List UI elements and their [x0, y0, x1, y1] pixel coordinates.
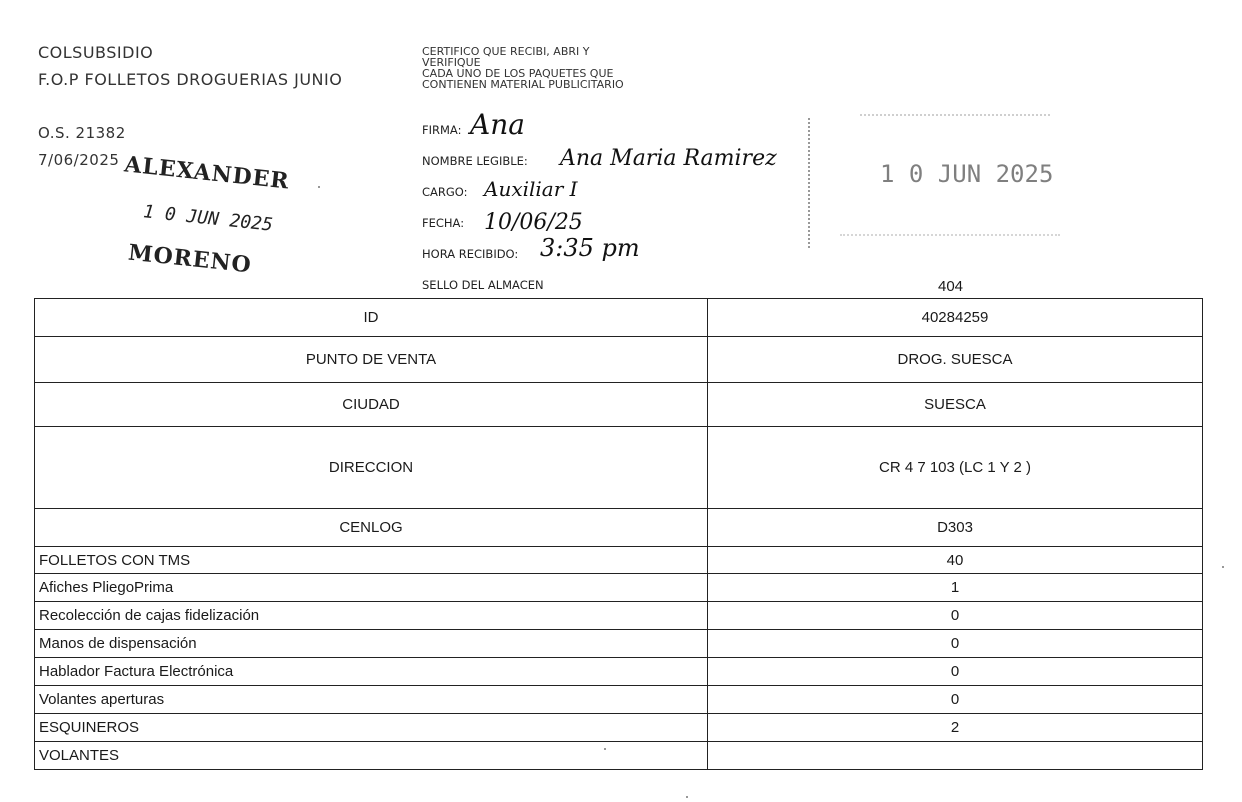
item-label: Manos de dispensación — [35, 630, 708, 658]
delivery-table — [34, 298, 1203, 770]
firma-label: FIRMA: — [422, 123, 462, 137]
table-row — [35, 574, 1203, 602]
table-row — [35, 383, 1203, 427]
row-label: PUNTO DE VENTA — [35, 337, 708, 383]
firma-signature: Ana — [470, 108, 525, 141]
document-date: 7/06/2025 — [38, 151, 120, 169]
item-label: Volantes aperturas — [35, 686, 708, 714]
row-value: CR 4 7 103 (LC 1 Y 2 ) — [708, 427, 1203, 509]
cargo-label: CARGO: — [422, 185, 468, 199]
item-value: 40 — [708, 547, 1203, 574]
item-label: Hablador Factura Electrónica — [35, 658, 708, 686]
nombre-label: NOMBRE LEGIBLE: — [422, 154, 528, 168]
table-row — [35, 714, 1203, 742]
row-value: 40284259 — [708, 299, 1203, 337]
cert-line: CERTIFICO QUE RECIBI, ABRI Y — [422, 45, 590, 58]
item-label: VOLANTES — [35, 742, 708, 770]
row-value: DROG. SUESCA — [708, 337, 1203, 383]
certification-text — [422, 46, 624, 90]
hora-value: 3:35 pm — [540, 234, 640, 262]
table-row — [35, 547, 1203, 574]
fecha-label: FECHA: — [422, 216, 465, 230]
row-label: ID — [35, 299, 708, 337]
item-value — [708, 742, 1203, 770]
item-value: 0 — [708, 686, 1203, 714]
item-label: Recolección de cajas fidelización — [35, 602, 708, 630]
stamp-name-last: MORENO — [126, 239, 253, 279]
item-value: 0 — [708, 658, 1203, 686]
campaign-title: F.O.P FOLLETOS DROGUERIAS JUNIO — [38, 70, 343, 89]
nombre-value: Ana Maria Ramirez — [560, 146, 777, 171]
scan-speck — [318, 186, 320, 188]
company-name: COLSUBSIDIO — [38, 43, 154, 62]
store-number: 404 — [938, 278, 964, 295]
cert-line: CADA UNO DE LOS PAQUETES QUE — [422, 67, 614, 80]
item-value: 0 — [708, 630, 1203, 658]
stamp-faded-logo — [840, 208, 1060, 236]
table-row — [35, 686, 1203, 714]
scan-speck — [1222, 566, 1224, 568]
stamp-faded-text — [860, 92, 1050, 116]
item-label: Afiches PliegoPrima — [35, 574, 708, 602]
item-label: FOLLETOS CON TMS — [35, 547, 708, 574]
item-value: 0 — [708, 602, 1203, 630]
table-row — [35, 299, 1203, 337]
item-value: 2 — [708, 714, 1203, 742]
cert-line: VERIFIQUE — [422, 56, 481, 69]
sello-label: SELLO DEL ALMACEN — [422, 278, 544, 292]
row-value: SUESCA — [708, 383, 1203, 427]
table-row — [35, 509, 1203, 547]
stamp-date-right: 1 0 JUN 2025 — [880, 160, 1054, 188]
hora-label: HORA RECIBIDO: — [422, 247, 519, 261]
table-row — [35, 630, 1203, 658]
table-row — [35, 337, 1203, 383]
stamp-date-left: 1 0 JUN 2025 — [142, 201, 274, 236]
row-value: D303 — [708, 509, 1203, 547]
table-row — [35, 658, 1203, 686]
row-label: DIRECCION — [35, 427, 708, 509]
fecha-value: 10/06/25 — [484, 210, 583, 235]
row-label: CIUDAD — [35, 383, 708, 427]
order-number: O.S. 21382 — [38, 124, 126, 142]
item-value: 1 — [708, 574, 1203, 602]
scan-speck — [686, 796, 688, 798]
table-row — [35, 602, 1203, 630]
stamp-name-first: ALEXANDER — [123, 151, 291, 195]
item-label: ESQUINEROS — [35, 714, 708, 742]
row-label: CENLOG — [35, 509, 708, 547]
table-row — [35, 427, 1203, 509]
table-row — [35, 742, 1203, 770]
cert-line: CONTIENEN MATERIAL PUBLICITARIO — [422, 78, 624, 91]
cargo-value: Auxiliar I — [484, 177, 578, 201]
scan-speck — [604, 748, 606, 750]
stamp-border — [808, 118, 816, 248]
